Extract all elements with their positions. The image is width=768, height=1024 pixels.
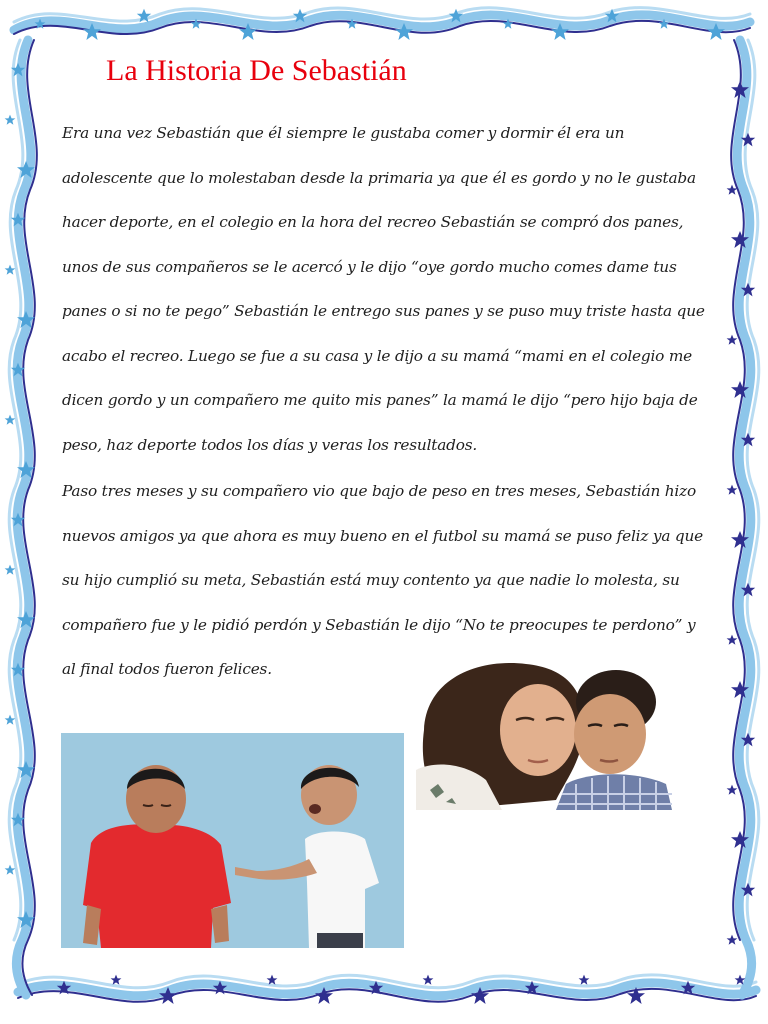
border-star-icon xyxy=(579,975,590,985)
story-title: La Historia De Sebastián xyxy=(106,54,407,87)
story-paragraph-2: Paso tres meses y su compañero vio que bajo de peso en tres meses, Sebastián hizo nuevos amigos ya que ahora es muy bueno en el futbol su mamá se puso feliz ya que su hijo cumplió su meta, Sebastián está muy contento ya que nadie lo molesta, su compañero fue y le pidió perdón y Sebastián le dijo “No te preocupes te perdono” y al final todos fueron felices. xyxy=(62,482,703,678)
mother-son-photo xyxy=(416,660,672,810)
border-star-icon xyxy=(5,415,16,425)
border-star-icon xyxy=(5,115,16,125)
border-star-icon xyxy=(5,715,16,725)
story-paragraph-1: Era una vez Sebastián que él siempre le gustaba comer y dormir él era un adolescente que lo molestaban desde la primaria ya que él es gordo y no le gustaba hacer deporte, en el colegio en la hora del recreo Sebastián se compró dos panes, unos de sus compañeros se le acercó y le dijo “oye gordo mucho comes dame tus panes o si no te pego” Sebastián le entrego sus panes y se puso muy triste hasta que acabo el recreo. Luego se fue a su casa y le dijo a su mamá “mami en el colegio me dicen gordo y un compañero me quito mis panes” la mamá le dijo “pero hijo baja de peso, haz deporte todos los días y veras los resultados. xyxy=(62,124,705,454)
border-star-icon xyxy=(5,865,16,875)
border-star-icon xyxy=(5,565,16,575)
story-body xyxy=(62,111,712,692)
border-star-icon xyxy=(5,265,16,275)
border-star-icon xyxy=(727,335,738,345)
border-star-icon xyxy=(727,485,738,495)
border-star-icon xyxy=(727,635,738,645)
bullying-photo xyxy=(61,733,404,948)
border-star-icon xyxy=(111,975,122,985)
border-star-icon xyxy=(423,975,434,985)
border-star-icon xyxy=(727,935,738,945)
border-star-icon xyxy=(727,785,738,795)
